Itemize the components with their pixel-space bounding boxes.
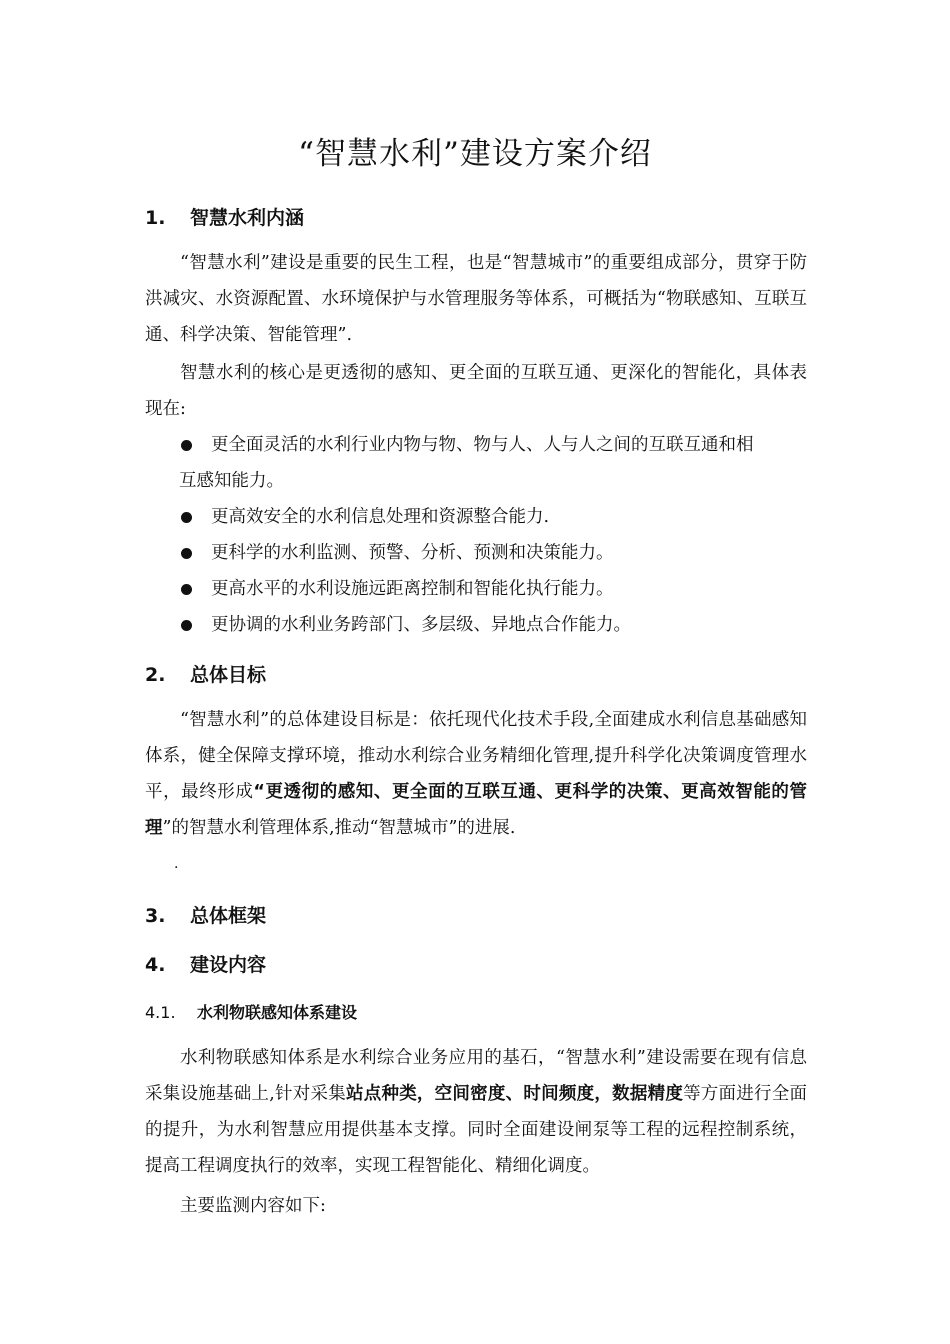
section-number: 3.: [145, 905, 166, 927]
paragraph: 智慧水利的核心是更透彻的感知、更全面的互联互通、更深化的智能化，具体表现在:: [145, 363, 807, 419]
paragraph: 主要监测内容如下:: [180, 1196, 326, 1216]
bullet-icon: [181, 440, 192, 451]
subsection-number: 4.1.: [145, 1003, 176, 1022]
section-3-heading: [145, 901, 266, 928]
section-title: 建设内容: [190, 954, 267, 976]
list-item: 更全面灵活的水利行业内物与物、物与人、人与人之间的互联互通和相 互感知能力。: [179, 435, 754, 491]
section-number: 2.: [145, 664, 166, 686]
bullet-icon: [181, 512, 192, 523]
emphasis-text: “更透彻的感知、更全面的互联互通、更科学的决策、更高效智能的管理: [145, 782, 808, 838]
section-number: 1.: [145, 207, 166, 229]
section-title: 智慧水利内涵: [190, 207, 305, 229]
stray-dot: .: [174, 856, 179, 872]
bullet-icon: [181, 620, 192, 631]
paragraph: “智慧水利”的总体建设目标是：依托现代化技术手段,全面建成水利信息基础感知体系，健全保障支撑环境，推动水利综合业务精细化管理,提升科学化决策调度管理水平，最终形成“更透彻的感知、更全面的互联互通、更科学的决策、更高效智能的管理”的智慧水利管理体系,推动“智慧城市”的进展.: [145, 710, 808, 838]
section-number: 4.: [145, 954, 166, 976]
paragraph: 水利物联感知体系是水利综合业务应用的基石，“智慧水利”建设需要在现有信息采集设施基础上,针对采集站点种类，空间密度、时间频度，数据精度等方面进行全面的提升，为水利智慧应用提供基本支撑。同时全面建设闸泵等工程的远程控制系统，提高工程调度执行的效率，实现工程智能化、精细化调度。: [145, 1048, 808, 1176]
list-item: 更科学的水利监测、预警、分析、预测和决策能力。: [145, 535, 807, 571]
emphasis-text: 站点种类，空间密度、时间频度，数据精度: [345, 1084, 684, 1104]
section-2-heading: [145, 660, 266, 687]
subsection-4-1-heading: [145, 1000, 357, 1023]
section-4-heading: [145, 950, 266, 977]
subsection-title: 水利物联感知体系建设: [197, 1003, 358, 1022]
bullet-icon: [181, 584, 192, 595]
list-item: 更高水平的水利设施远距离控制和智能化执行能力。: [145, 571, 807, 607]
bullet-icon: [181, 548, 192, 559]
list-item: 更高效安全的水利信息处理和资源整合能力.: [145, 499, 807, 535]
list-item: 更协调的水利业务跨部门、多层级、异地点合作能力。: [145, 607, 807, 643]
section-title: 总体目标: [190, 664, 267, 686]
section-1-heading: [145, 203, 304, 230]
document-title: “智慧水利”建设方案介绍: [298, 136, 652, 172]
paragraph: “智慧水利”建设是重要的民生工程，也是“智慧城市”的重要组成部分，贯穿于防洪减灾、水资源配置、水环境保护与水管理服务等体系，可概括为“物联感知、互联互通、科学决策、智能管理”.: [145, 253, 807, 345]
section-title: 总体框架: [190, 905, 267, 927]
